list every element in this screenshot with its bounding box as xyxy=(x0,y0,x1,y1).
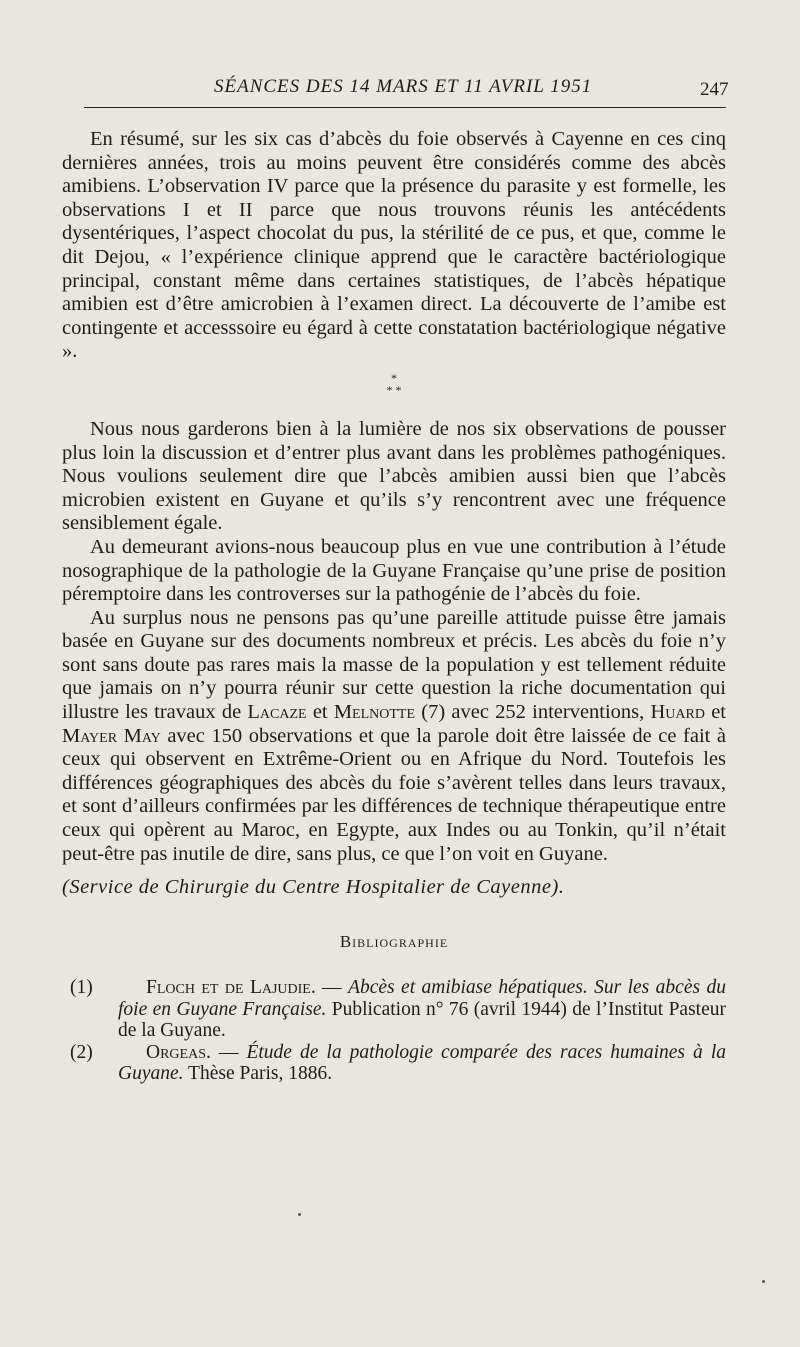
paragraph-surplus xyxy=(62,607,726,867)
reference-author: Orgeas. xyxy=(146,1041,211,1063)
text-run: et xyxy=(704,701,726,724)
author-name: Huard xyxy=(650,701,705,724)
author-name: Lacaze xyxy=(247,701,307,724)
reference-number: (2) xyxy=(70,1041,93,1063)
bibliography-title: Bibliographie xyxy=(339,931,449,951)
paragraph-summary: En résumé, sur les six cas d’abcès du foie observés à Cayenne en ces cinq dernières années, trois au moins peuvent être considérés comme des abcès amibiens. L’observation IV parce que la présence du parasite y est formelle, les observations I et II parce que nous trouvons réunis les antécédents dysentériques, l’aspect chocolat du pus, la stérilité de ce pus, et que, comme le dit Dejou, « l’expérience clinique apprend que le caractère bactériologique principal, constant même dans certaines statistiques, de l’abcès hépatique amibien est d’être amicrobien à l’examen direct. La découverte de l’amibe est contingente et accesssoire eu égard à cette constatation bactériologique négative ». xyxy=(62,128,726,363)
print-speck xyxy=(298,1213,301,1216)
text-run: (7) avec 252 interventions, xyxy=(415,701,651,724)
body-text xyxy=(62,128,726,1085)
asterism-bottom: * * xyxy=(386,382,402,397)
reference-title: Étude de la pathologie comparée des races humaines à la Guyane. xyxy=(118,1041,727,1085)
paragraph-discussion: Nous nous garderons bien à la lumière de nos six observations de pousser plus loin la discussion et d’entrer plus avant dans les problèmes pathogéniques. Nous voulions seulement dire que l’abcès amibien aussi bien que l’abcès microbien existent en Guyane et qu’ils s’y rencontrent avec une fréquence sensiblement égale. xyxy=(62,417,726,535)
reference-number: (1) xyxy=(70,977,93,999)
asterism-separator xyxy=(62,372,726,396)
asterism-top: * xyxy=(391,370,397,385)
text-run: avec 150 observations et que la parole doit être laissée de ce fait à ceux qui observent en Extrême-Orient ou en Afrique du Nord. Toutefois les différences géographiques des abcès du foie s’avèrent telles dans leurs travaux, et sont d’ailleurs confirmées par les différences de technique thérapeutique entre ceux qui opèrent au Maroc, en Egypte, aux Indes ou au Tonkin, qu’il n’était peut-être pas inutile de dire, sans plus, ce que l’on voit en Guyane. xyxy=(62,724,726,865)
text-run: Au surplus nous ne pensons pas qu’une pareille attitude puisse être jamais basée en Guyane sur des documents nombreux et précis. Les abcès du foie n’y sont sans doute pas rares mais la masse de la population y est tellement réduite que jamais on n’y pourra réunir sur cette question la riche documentation qui illustre les travaux de xyxy=(62,606,726,724)
reference-details: Thèse Paris, 1886. xyxy=(183,1063,333,1085)
running-header xyxy=(0,76,800,102)
reference-author: Floch et de Lajudie. xyxy=(146,977,316,999)
paragraph-contribution: Au demeurant avions-nous beaucoup plus en vue une contribution à l’étude nosographique de la pathologie de la Guyane Française qu’une prise de position péremptoire dans les controverses sur la pathogénie de l’abcès du foie. xyxy=(62,535,726,606)
author-name: Mayer May xyxy=(62,724,161,747)
reference-dash: — xyxy=(210,1041,247,1063)
author-name: Melnotte xyxy=(333,701,416,724)
reference-dash: — xyxy=(315,977,349,999)
page-number: 247 xyxy=(700,79,729,100)
reference-item xyxy=(62,1042,726,1085)
header-rule xyxy=(84,107,726,108)
running-title: SÉANCES DES 14 MARS ET 11 AVRIL 1951 xyxy=(214,76,593,97)
reference-details: Publication n° 76 (avril 1944) de l’Institut Pasteur de la Guyane. xyxy=(118,998,726,1042)
print-speck xyxy=(762,1280,765,1283)
text-run: et xyxy=(306,701,334,724)
service-attribution: (Service de Chirurgie du Centre Hospitalier de Cayenne). xyxy=(62,876,565,899)
reference-title: Abcès et amibiase hépatiques. Sur les abcès du foie en Guyane Française. xyxy=(118,977,726,1020)
reference-item xyxy=(62,977,726,1042)
